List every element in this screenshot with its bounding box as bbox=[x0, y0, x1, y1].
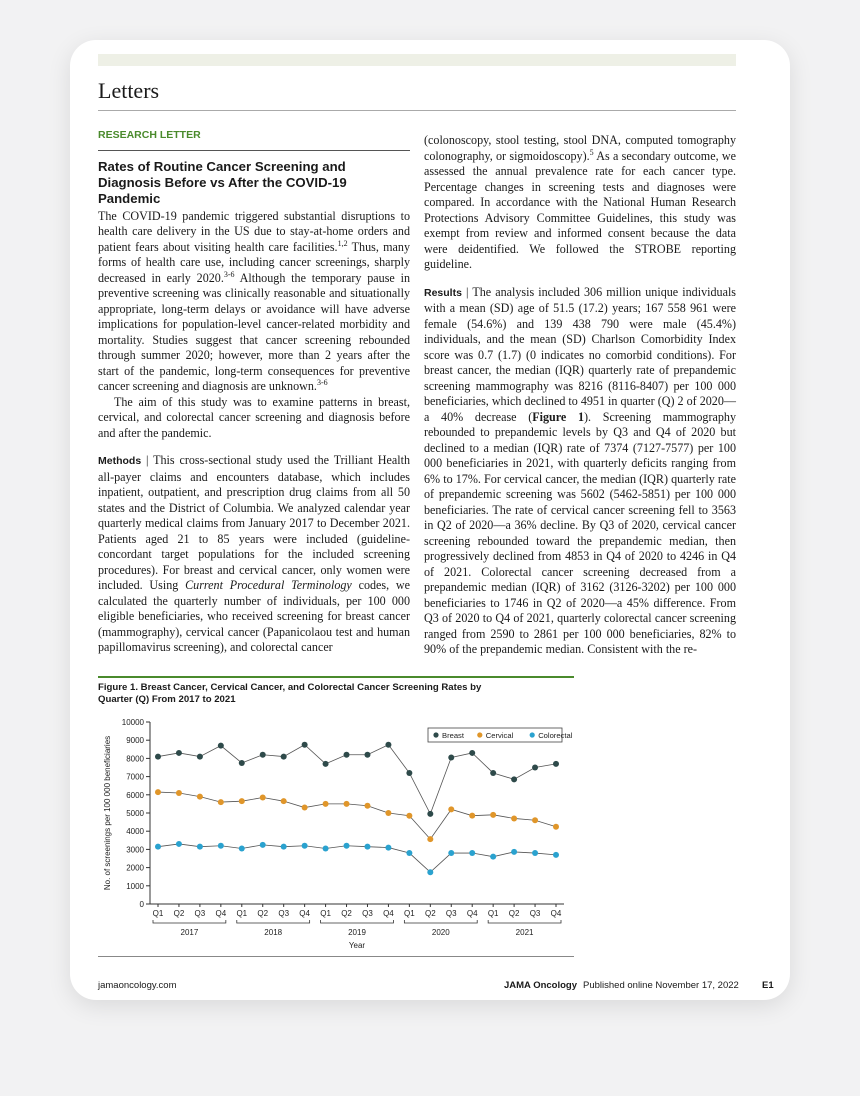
x-tick-label: Q2 bbox=[508, 909, 520, 918]
data-point-cervical bbox=[260, 795, 266, 801]
footer-date: Published online November 17, 2022 bbox=[583, 980, 739, 991]
left-column bbox=[98, 128, 410, 656]
right-column bbox=[424, 133, 736, 658]
x-tick-label: Q1 bbox=[404, 909, 415, 918]
y-tick-label: 9000 bbox=[126, 736, 144, 746]
data-point-colorectal bbox=[218, 843, 224, 849]
series-line-breast bbox=[158, 745, 556, 814]
data-point-cervical bbox=[239, 798, 245, 804]
data-point-colorectal bbox=[281, 844, 287, 850]
x-tick-label: Q2 bbox=[257, 909, 269, 918]
intro-text-a: The COVID-19 pandemic triggered substantial disruptions to health care delivery in the US due to stay-at-home orders and patient fears about visiting health care facilities. bbox=[98, 208, 410, 254]
data-point-breast bbox=[239, 760, 245, 766]
data-point-cervical bbox=[155, 789, 161, 795]
legend-label-cervical: Cervical bbox=[485, 731, 514, 740]
x-tick-label: Q4 bbox=[466, 909, 478, 918]
x-tick-label: Q4 bbox=[383, 909, 394, 918]
data-point-cervical bbox=[385, 810, 391, 816]
figure-link[interactable]: Figure 1 bbox=[532, 409, 584, 424]
x-tick-label: Q4 bbox=[215, 909, 227, 918]
data-point-breast bbox=[155, 754, 161, 760]
y-tick-label: 0 bbox=[139, 900, 144, 909]
data-point-cervical bbox=[469, 813, 475, 819]
y-tick-label: 10000 bbox=[121, 718, 144, 727]
data-point-colorectal bbox=[532, 850, 538, 856]
results-text-a: The analysis included 306 million unique individuals with a mean (SD) age of 51.5 (17.2) years; 167 558 961 were female (54.6%) and 139 438 790 were male (45.4%) individuals, and the mean (SD) Charlson Comorbidity Index score was 0.7 (1.7) (0 indicates no comorbid conditions). For breast cancer, the median (IQR) quarterly rate of prepandemic screening mammography was 8216 (8116-8407) per 100 000 beneficiaries, which declined to 4951 in quarter (Q) 2 of 2020—a 40% decrease ( bbox=[424, 284, 737, 424]
year-label: 2019 bbox=[348, 928, 366, 937]
footer-website[interactable]: jamaoncology.com bbox=[98, 980, 177, 991]
x-axis-label: Year bbox=[348, 941, 366, 950]
header-rule bbox=[98, 110, 736, 111]
methods-sep: | bbox=[141, 453, 154, 467]
x-tick-label: Q1 bbox=[487, 909, 499, 918]
right-text-b: As a secondary outcome, we assessed the annual prevalence rate for each cancer type. Percentage changes in screening tests and diagnoses were compared. In accordance with the National Human Research Protections Advisory Committee Guidelines, this study was exempt from review and informed consent because the data were deidentified. We followed the STROBE reporting guideline. bbox=[424, 148, 736, 271]
x-tick-label: Q3 bbox=[362, 909, 373, 918]
aim-paragraph: The aim of this study was to examine patterns in breast, cervical, and colorectal cancer screening and diagnosis before and after the pandemic. bbox=[98, 394, 410, 440]
x-tick-label: Q3 bbox=[445, 909, 457, 918]
methods-label: Methods bbox=[98, 455, 142, 467]
data-point-breast bbox=[260, 752, 266, 758]
year-bracket bbox=[237, 920, 310, 923]
footer-publication bbox=[504, 980, 739, 991]
data-point-breast bbox=[323, 761, 329, 767]
data-point-breast bbox=[176, 750, 182, 756]
data-point-breast bbox=[218, 743, 224, 749]
data-point-cervical bbox=[448, 806, 454, 812]
y-tick-label: 1000 bbox=[126, 881, 144, 891]
figure-bottom-rule bbox=[98, 956, 574, 957]
data-point-breast bbox=[553, 761, 559, 767]
data-point-colorectal bbox=[323, 845, 329, 851]
data-point-cervical bbox=[364, 803, 370, 809]
intro-text-b: Thus, many forms of health care use, including cancer screenings, sharply decreased in early 2020. bbox=[98, 239, 410, 285]
data-point-breast bbox=[511, 776, 517, 782]
data-point-colorectal bbox=[176, 841, 182, 847]
y-tick-label: 2000 bbox=[126, 863, 144, 873]
data-point-breast bbox=[364, 752, 370, 758]
data-point-colorectal bbox=[469, 850, 475, 856]
legend-label-colorectal: Colorectal bbox=[538, 731, 573, 740]
results-sep: | bbox=[461, 284, 473, 299]
data-point-cervical bbox=[344, 801, 350, 807]
y-tick-label: 8000 bbox=[126, 754, 144, 764]
methods-italic: Current Procedural Terminology bbox=[185, 578, 352, 592]
data-point-breast bbox=[448, 754, 454, 760]
data-point-colorectal bbox=[385, 845, 391, 851]
x-tick-label: Q4 bbox=[299, 909, 310, 918]
x-tick-label: Q3 bbox=[278, 909, 290, 918]
x-tick-label: Q2 bbox=[424, 909, 436, 918]
data-point-cervical bbox=[553, 824, 559, 830]
data-point-colorectal bbox=[344, 843, 350, 849]
x-tick-label: Q3 bbox=[194, 909, 206, 918]
year-bracket bbox=[404, 920, 477, 923]
x-tick-label: Q1 bbox=[152, 909, 164, 918]
y-tick-label: 4000 bbox=[126, 827, 144, 837]
y-tick-label: 3000 bbox=[126, 845, 144, 855]
data-point-cervical bbox=[281, 798, 287, 804]
data-point-colorectal bbox=[239, 845, 245, 851]
page-number: E1 bbox=[762, 980, 774, 991]
citation-5[interactable]: 5 bbox=[589, 147, 594, 157]
results-label: Results bbox=[424, 286, 462, 299]
data-point-breast bbox=[427, 811, 433, 817]
kicker: RESEARCH LETTER bbox=[98, 128, 410, 151]
data-point-cervical bbox=[511, 815, 517, 821]
citation-2[interactable]: 3-6 bbox=[223, 269, 235, 279]
footer-journal: JAMA Oncology bbox=[504, 980, 578, 991]
data-point-cervical bbox=[406, 813, 412, 819]
year-bracket bbox=[488, 920, 561, 923]
data-point-colorectal bbox=[197, 844, 203, 850]
data-point-cervical bbox=[176, 790, 182, 796]
section-title: Letters bbox=[98, 78, 160, 103]
year-bracket bbox=[153, 920, 226, 923]
data-point-colorectal bbox=[448, 850, 454, 856]
data-point-colorectal bbox=[427, 869, 433, 875]
x-tick-label: Q4 bbox=[550, 909, 562, 918]
series-line-cervical bbox=[158, 792, 556, 839]
legend-marker-cervical bbox=[477, 732, 482, 737]
x-tick-label: Q2 bbox=[341, 909, 352, 918]
article-title: Rates of Routine Cancer Screening and Diagnosis Before vs After the COVID-19 Pandemic bbox=[98, 158, 347, 206]
legend-label-breast: Breast bbox=[442, 731, 464, 740]
data-point-cervical bbox=[197, 794, 203, 800]
data-point-colorectal bbox=[490, 854, 496, 860]
data-point-colorectal bbox=[364, 844, 370, 850]
series-line-colorectal bbox=[158, 844, 556, 872]
data-point-cervical bbox=[302, 805, 308, 811]
x-tick-label: Q3 bbox=[529, 909, 541, 918]
y-tick-label: 7000 bbox=[126, 772, 144, 782]
data-point-cervical bbox=[490, 812, 496, 818]
article-page bbox=[70, 40, 790, 1000]
data-point-cervical bbox=[532, 817, 538, 823]
year-label: 2018 bbox=[264, 928, 283, 937]
year-bracket bbox=[321, 920, 394, 923]
data-point-breast bbox=[532, 765, 538, 771]
data-point-breast bbox=[281, 754, 287, 760]
data-point-cervical bbox=[218, 799, 224, 805]
methods-continued bbox=[424, 133, 736, 273]
data-point-colorectal bbox=[511, 849, 517, 855]
data-point-breast bbox=[469, 750, 475, 756]
figure-rule bbox=[98, 676, 574, 678]
data-point-colorectal bbox=[302, 843, 308, 849]
year-label: 2020 bbox=[431, 928, 450, 937]
data-point-colorectal bbox=[406, 850, 412, 856]
data-point-breast bbox=[406, 770, 412, 776]
intro-text-c: Although the temporary pause in preventive screening was clinically reasonable and situationally appropriate, long-term delays or avoidance will have adverse implications for population-level cancer-related morbidity and mortality. Studies suggest that cancer screening rebounded through summer 2020; however, more than 2 years after the start of the pandemic, long-term consequences for preventive cancer screening and diagnosis are unknown. bbox=[98, 270, 410, 393]
y-tick-label: 5000 bbox=[126, 809, 144, 818]
screening-chart bbox=[98, 716, 574, 952]
data-point-cervical bbox=[427, 836, 433, 842]
methods-text-a: This cross-sectional study used the Trilliant Health all-payer claims and encounters database, which includes inpatient, outpatient, and prescription drug claims from all 50 states and the District of Columbia. We analyzed calendar year quarterly medical claims from January 2017 to December 2021. Patients aged 21 to 85 years were included (guideline-concordant target populations for the included screening procedures). For breast and cervical cancer, only women were included. Using bbox=[98, 453, 410, 592]
results-paragraph bbox=[424, 285, 736, 658]
data-point-colorectal bbox=[260, 842, 266, 848]
data-point-breast bbox=[385, 742, 391, 748]
top-banner bbox=[98, 54, 736, 66]
citation-1[interactable]: 1,2 bbox=[337, 238, 348, 248]
data-point-cervical bbox=[323, 801, 329, 807]
year-label: 2021 bbox=[515, 928, 534, 937]
x-tick-label: Q1 bbox=[320, 909, 331, 918]
methods-text-b: codes, we calculated the quarterly number of individuals, per 100 000 eligible beneficiaries, who received screening for breast cancer (mammography), cervical cancer (Papanicolaou test and human papillomavirus screening), and colorectal cancer bbox=[98, 578, 410, 654]
methods-paragraph bbox=[98, 453, 410, 656]
x-tick-label: Q2 bbox=[173, 909, 185, 918]
legend-marker-breast bbox=[433, 732, 438, 737]
intro-paragraph bbox=[98, 209, 410, 395]
citation-3[interactable]: 3-6 bbox=[316, 377, 328, 387]
data-point-colorectal bbox=[553, 852, 559, 858]
data-point-colorectal bbox=[155, 844, 161, 850]
data-point-breast bbox=[490, 770, 496, 776]
year-label: 2017 bbox=[180, 928, 199, 937]
y-tick-label: 6000 bbox=[126, 790, 144, 800]
y-axis-label: No. of screenings per 100 000 beneficiaries bbox=[103, 735, 112, 891]
figure-caption: Figure 1. Breast Cancer, Cervical Cancer, and Colorectal Cancer Screening Rates by Quarter (Q) From 2017 to 2021 bbox=[98, 682, 482, 705]
data-point-breast bbox=[344, 752, 350, 758]
x-tick-label: Q1 bbox=[236, 909, 248, 918]
legend-marker-colorectal bbox=[530, 732, 535, 737]
results-text-b: ). Screening mammography rebounded to prepandemic levels by Q3 and Q4 of 2020 but declined to a median (IQR) rate of 7374 (7127-7577) per 100 000 beneficiaries in 2021, with quarterly deficits ranging from 6% to 17%. For cervical cancer, the median (IQR) quarterly rate of prepandemic screening was 5602 (5462-5851) per 100 000 beneficiaries. The rate of cervical cancer screening fell to 3563 in Q2 of 2020—a 36% decline. By Q3 of 2020, cervical cancer screening rebounded toward the prepandemic median, then progressively declined from 4853 in Q4 of 2020 to 4246 in Q4 of 2021. Colorectal cancer screening decreased from a prepandemic median (IQR) of 3162 (3126-3202) per 100 000 beneficiaries to 1746 in Q2 of 2020—a 45% difference. From Q3 of 2020 to Q4 of 2021, quarterly colorectal cancer screening ranged from 2590 to 2861 per 100 000 beneficiaries, 82% to 90% of the prepandemic median. Consistent with the re- bbox=[424, 409, 736, 656]
right-text-a: (colonoscopy, stool testing, stool DNA, computed tomography colonography, or sigmoidoscopy). bbox=[424, 133, 736, 163]
data-point-breast bbox=[302, 742, 308, 748]
data-point-breast bbox=[197, 754, 203, 760]
